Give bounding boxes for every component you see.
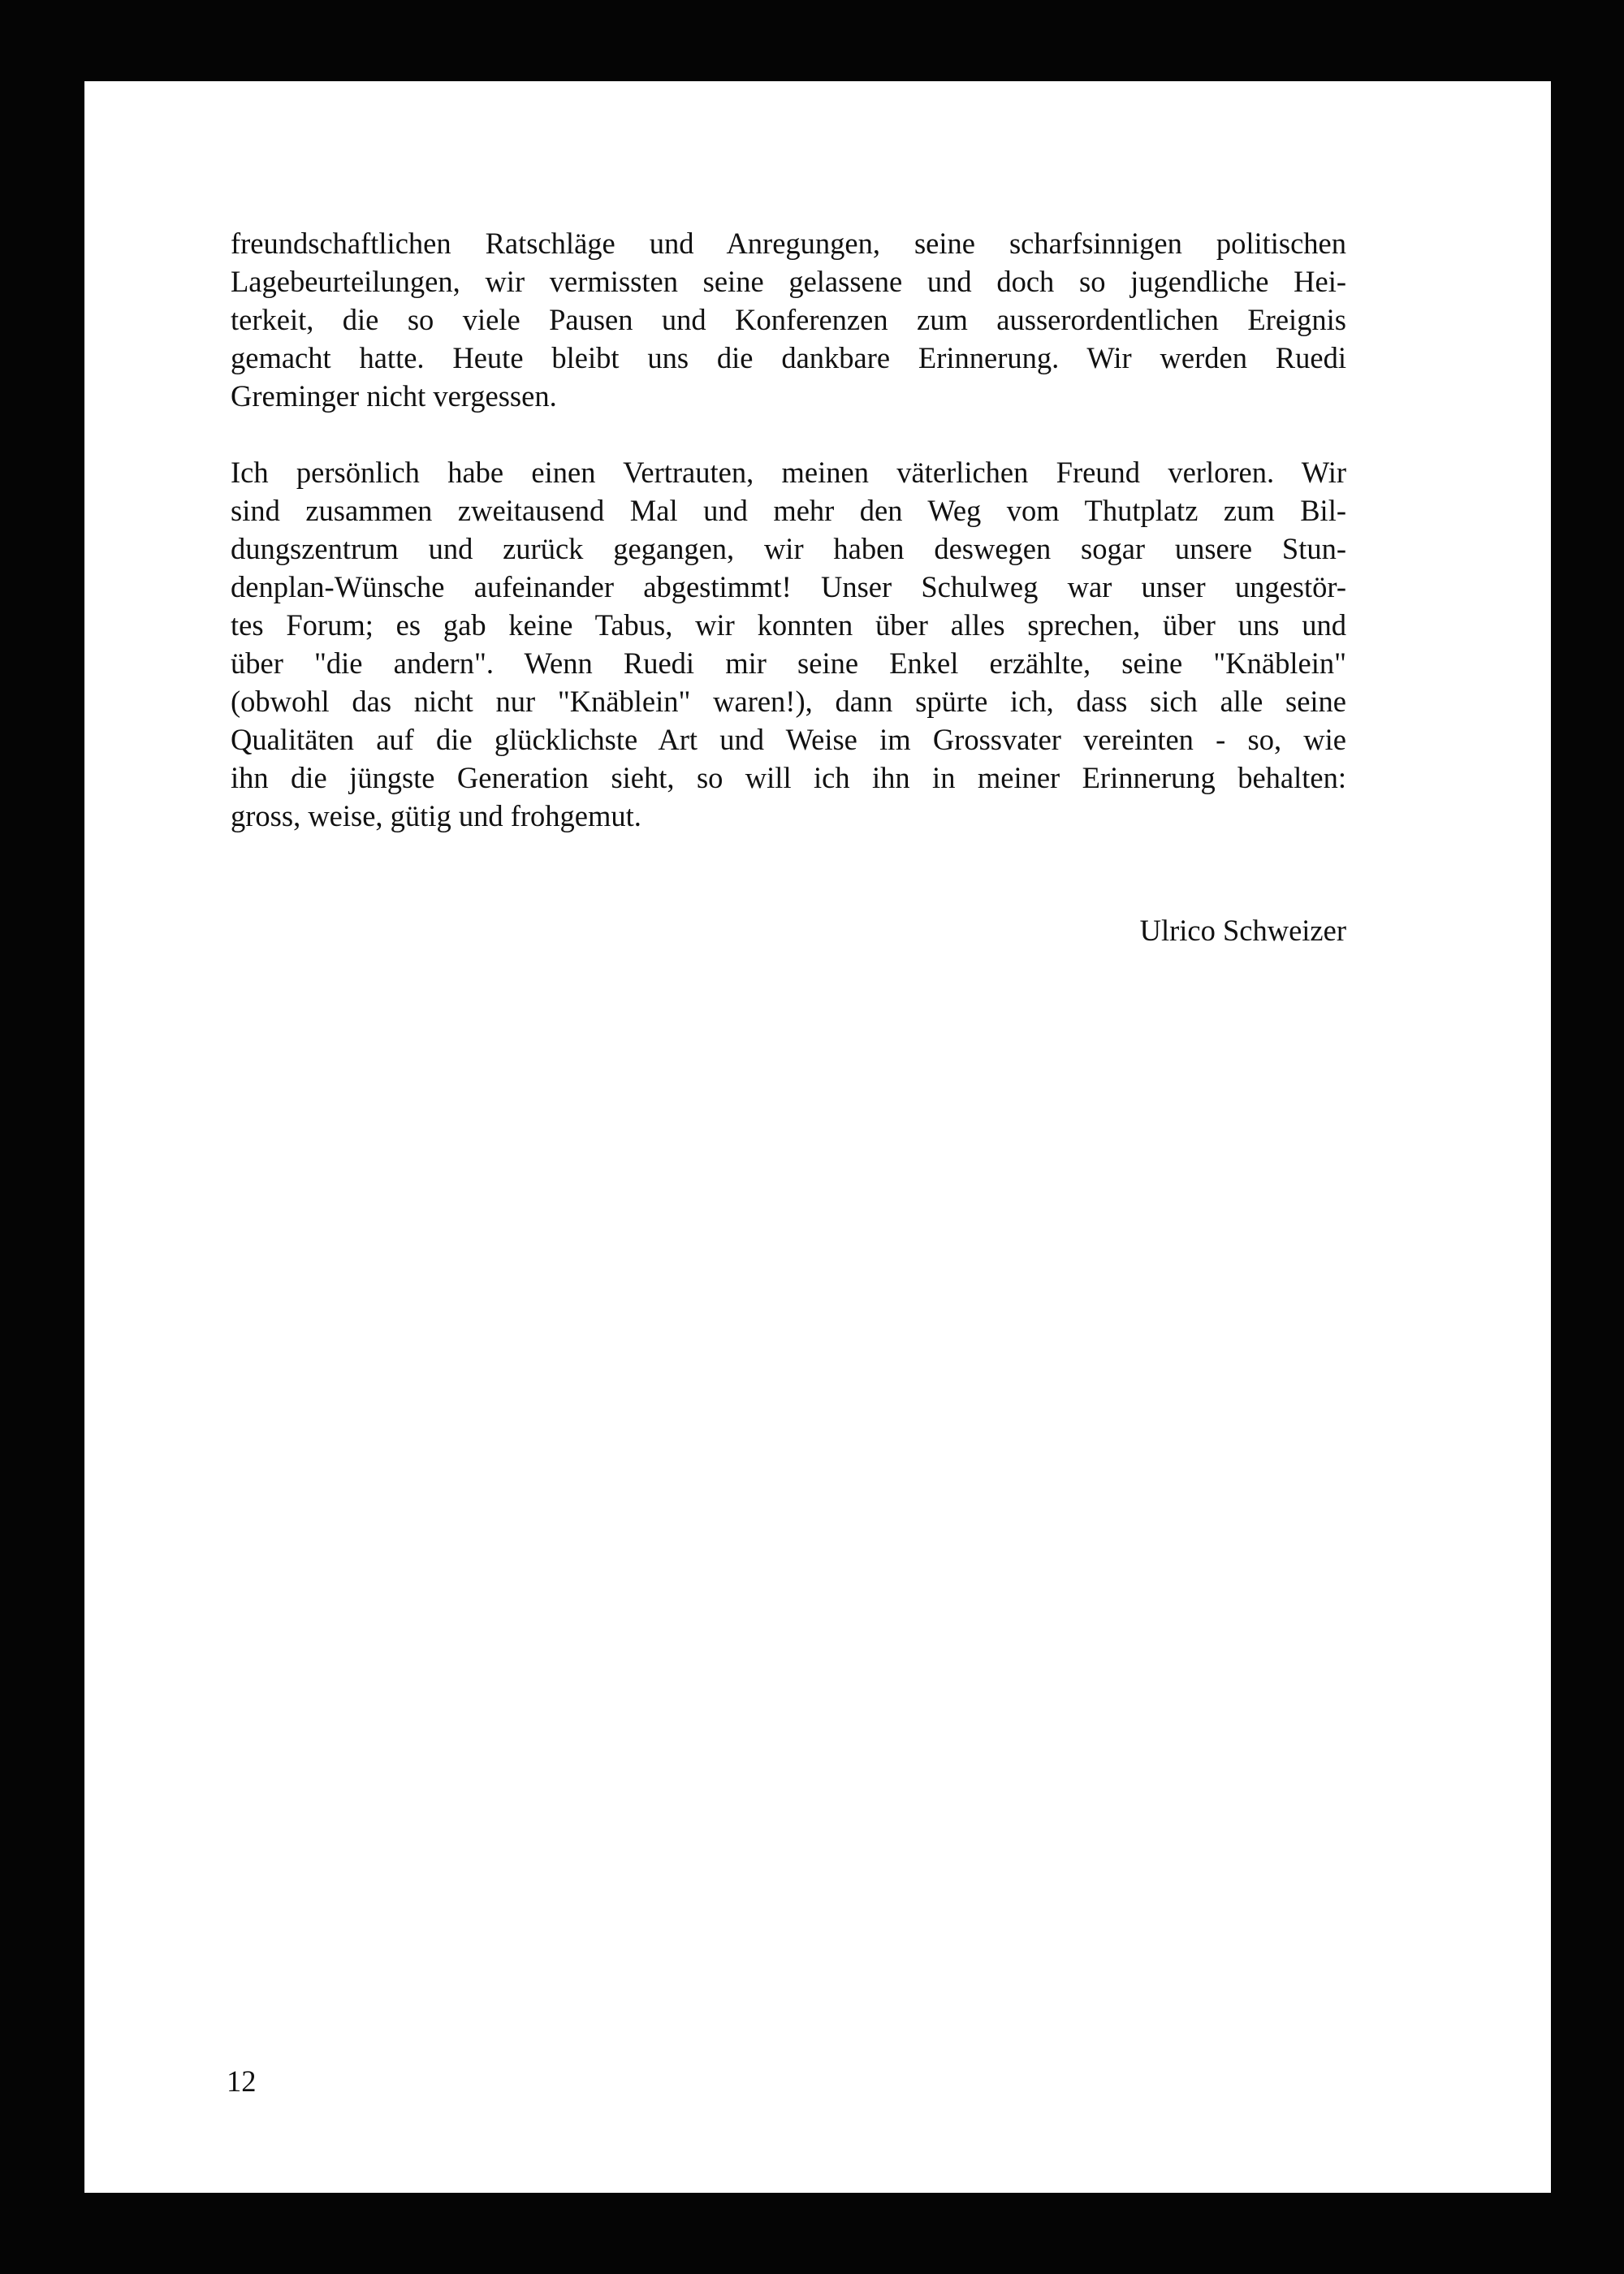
document-page — [84, 81, 1551, 2193]
text-line: freundschaftlichen Ratschläge und Anregungen, seine scharfsinnigen politischen — [231, 227, 1346, 260]
text-line: (obwohl das nicht nur "Knäblein" waren!), dann spürte ich, dass sich alle seine — [231, 685, 1346, 718]
body-text — [231, 224, 1346, 873]
text-line: Lagebeurteilungen, wir vermissten seine gelassene und doch so jugendliche Hei- — [231, 265, 1346, 298]
text-line: über "die andern". Wenn Ruedi mir seine Enkel erzählte, seine "Knäblein" — [231, 646, 1346, 680]
author-signature: Ulrico Schweizer — [1139, 914, 1346, 947]
text-line: sind zusammen zweitausend Mal und mehr den Weg vom Thutplatz zum Bil- — [231, 494, 1346, 527]
text-line: gross, weise, gütig und frohgemut. — [231, 799, 641, 832]
text-line: ihn die jüngste Generation sieht, so will ich ihn in meiner Erinnerung behalten: — [231, 761, 1346, 794]
page-number: 12 — [227, 2064, 257, 2098]
text-line: Ich persönlich habe einen Vertrauten, meinen väterlichen Freund verloren. Wir — [231, 456, 1346, 489]
text-line: Qualitäten auf die glücklichste Art und Weise im Grossvater vereinten - so, wie — [231, 723, 1346, 756]
text-line: tes Forum; es gab keine Tabus, wir konnten über alles sprechen, über uns und — [231, 608, 1346, 642]
text-line: terkeit, die so viele Pausen und Konferenzen zum ausserordentlichen Ereignis — [231, 303, 1346, 336]
paragraph-1 — [231, 224, 1346, 415]
paragraph-2 — [231, 453, 1346, 835]
text-line: gemacht hatte. Heute bleibt uns die dankbare Erinnerung. Wir werden Ruedi — [231, 341, 1346, 374]
text-line: denplan-Wünsche aufeinander abgestimmt! Unser Schulweg war unser ungestör- — [231, 570, 1346, 603]
text-line: dungszentrum und zurück gegangen, wir haben deswegen sogar unsere Stun- — [231, 532, 1346, 565]
text-line: Greminger nicht vergessen. — [231, 379, 557, 413]
